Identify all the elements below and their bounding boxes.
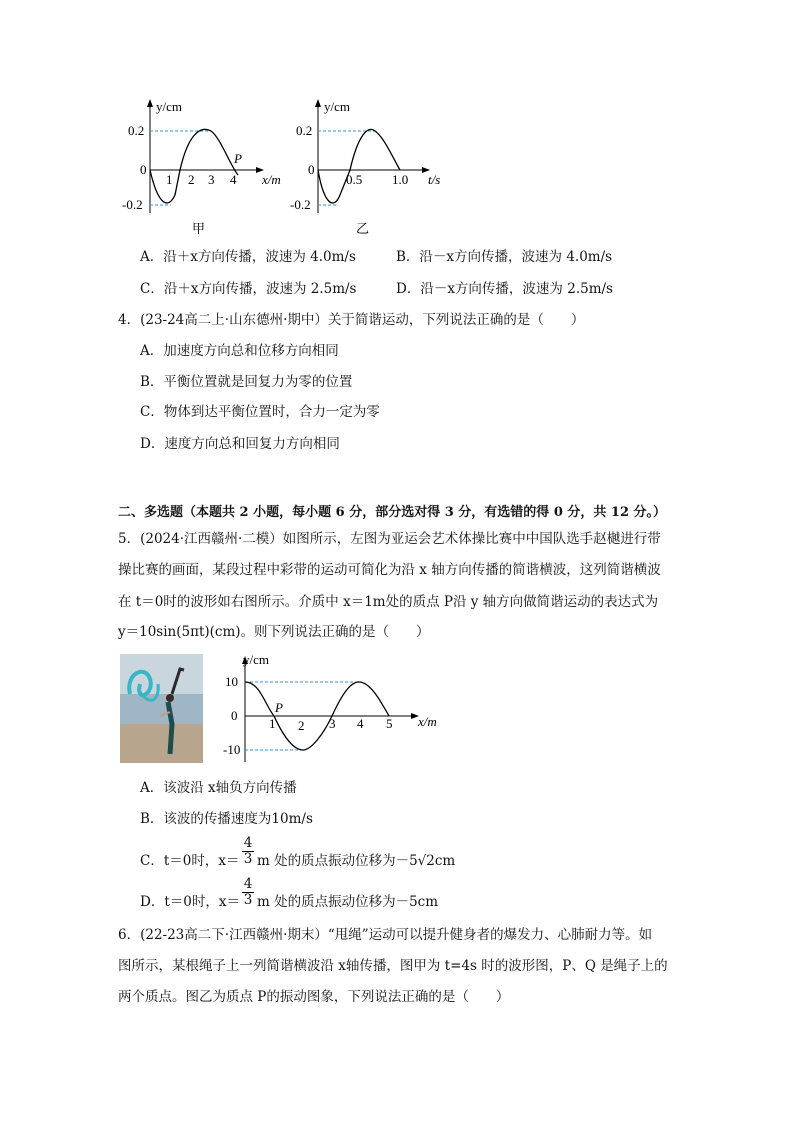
- q5-stem-line4: y＝10sin(5πt)(cm)。则下列说法正确的是（ ）: [118, 624, 430, 640]
- svg-text:4: 4: [357, 716, 364, 731]
- svg-text:-0.2: -0.2: [122, 197, 143, 212]
- fraction: 4 3: [243, 876, 253, 908]
- q4-option-c[interactable]: C．物体到达平衡位置时，合力一定为零: [140, 404, 380, 420]
- svg-text:乙: 乙: [356, 221, 370, 236]
- svg-text:2: 2: [298, 718, 305, 733]
- q4-stem: 4．(23-24高二上·山东德州·期中）关于简谐运动，下列说法正确的是（ ）: [118, 312, 585, 328]
- q5-stem-line2: 操比赛的画面，某段过程中彩带的运动可简化为沿 x 轴方向传播的简谐横波，这列简谐横波: [118, 562, 661, 578]
- svg-text:3: 3: [208, 172, 215, 187]
- vibration-graph-yi: [288, 95, 458, 240]
- q6-stem-line3: 两个质点。图乙为质点 P的振动图象，下列说法正确的是（ ）: [118, 989, 510, 1005]
- q3-option-c[interactable]: C．沿＋x方向传播，波速为 2.5m/s: [140, 281, 357, 297]
- section-heading: 二、多选题（本题共 2 小题，每小题 6 分，部分选对得 3 分，有选错的得 0 分，共 12 分。）: [118, 505, 667, 520]
- svg-text:0: 0: [231, 708, 238, 723]
- svg-text:0.5: 0.5: [346, 172, 363, 187]
- svg-text:3: 3: [329, 716, 336, 731]
- svg-text:t/s: t/s: [428, 172, 441, 187]
- svg-text:1: 1: [166, 172, 173, 187]
- y-axis-label: y/cm: [156, 99, 182, 114]
- svg-text:0: 0: [308, 162, 315, 177]
- q6-stem-line2: 图所示，某根绳子上一列简谐横波沿 x轴传播，图甲为 t=4s 时的波形图，P、Q 是绳子上的: [118, 958, 668, 974]
- q3-option-a[interactable]: A．沿＋x方向传播，波速为 4.0m/s: [140, 249, 356, 265]
- svg-text:y/cm: y/cm: [324, 99, 350, 114]
- fraction: 4 3: [243, 835, 253, 867]
- svg-text:P: P: [234, 151, 242, 166]
- graph-caption: 甲: [192, 221, 206, 236]
- svg-text:5: 5: [386, 716, 393, 731]
- q3-option-d[interactable]: D．沿－x方向传播，波速为 2.5m/s: [396, 281, 613, 297]
- q4-option-b[interactable]: B．平衡位置就是回复力为零的位置: [140, 374, 353, 390]
- q5-option-a[interactable]: A．该波沿 x轴负方向传播: [140, 780, 297, 796]
- svg-text:x/m: x/m: [262, 172, 281, 187]
- svg-text:2: 2: [188, 172, 195, 187]
- svg-text:P: P: [275, 700, 283, 715]
- q4-option-d[interactable]: D．速度方向总和回复力方向相同: [140, 436, 340, 452]
- wave-graph-jia: [120, 95, 290, 240]
- q3-option-b[interactable]: B．沿－x方向传播，波速为 4.0m/s: [396, 249, 613, 265]
- q4-option-a[interactable]: A．加速度方向总和位移方向相同: [140, 343, 339, 359]
- svg-text:y/cm: y/cm: [243, 652, 269, 667]
- svg-text:0.2: 0.2: [296, 123, 313, 138]
- svg-text:1.0: 1.0: [392, 172, 409, 187]
- q6-stem-line1: 6．(22-23高二下·江西赣州·期末）“甩绳”运动可以提升健身者的爆发力、心肺耐力等。如: [118, 927, 653, 943]
- svg-text:-10: -10: [223, 742, 241, 757]
- svg-text:0: 0: [140, 162, 147, 177]
- svg-text:10: 10: [225, 674, 238, 689]
- svg-text:x/m: x/m: [418, 714, 437, 729]
- svg-text:0.2: 0.2: [128, 123, 145, 138]
- svg-text:-0.2: -0.2: [290, 197, 311, 212]
- gymnast-photo: [120, 654, 203, 763]
- q5-wave-graph: [225, 650, 455, 765]
- svg-text:1: 1: [269, 716, 276, 731]
- q5-stem-line3: 在 t＝0时的波形如右图所示。介质中 x＝1m处的质点 P沿 y 轴方向做简谐运动的表达式为: [118, 594, 659, 610]
- svg-text:4: 4: [230, 172, 237, 187]
- q5-option-b[interactable]: B．该波的传播速度为10m/s: [140, 811, 313, 827]
- q5-stem-line1: 5．(2024·江西赣州·二模）如图所示，左图为亚运会艺术体操比赛中中国队选手赵樾进行带: [118, 531, 661, 547]
